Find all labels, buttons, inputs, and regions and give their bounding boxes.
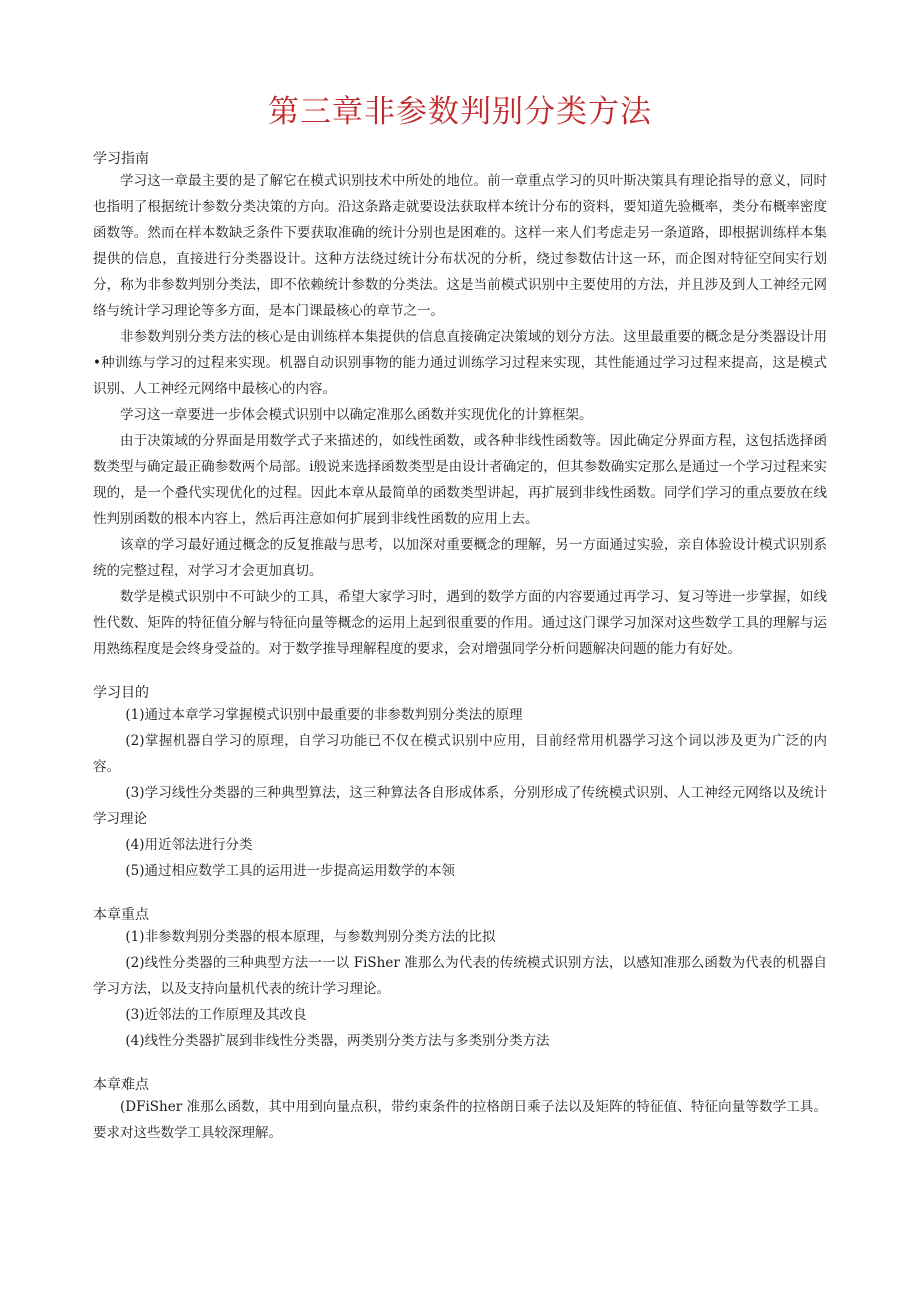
list-item: (5)通过相应数学工具的运用进一步提高运用数学的本领 [125,863,456,879]
paragraph: 学习这一章最主要的是了解它在模式识别技术中所处的地位。前一章重点学习的贝叶斯决策具有理论指导的意义，同时也指明了根据统计参数分类决策的方向。沿这条路走就要设法获取样本统计分布的资料，要知道先验概率，类分布概率密度函数等。然而在样本数缺乏条件下要获取准确的统计分别也是困难的。这样一来人们考虑走另一条道路，即根据训练样本集提供的信息，直接进行分类器设计。这种方法绕过统计分布状况的分析，绕过参数估计这一环，而企图对特征空间实行划分，称为非参数判别分类法，即不依赖统计参数的分类法。这是当前模式识别中主要使用的方法，并且涉及到人工神经元网络与统计学习理论等多方面，是本门课最核心的章节之一。 [93,173,827,319]
list-item: (1)非参数判别分类器的根本原理，与参数判别分类方法的比拟 [125,929,496,945]
paragraph: 非参数判别分类方法的核心是由训练样本集提供的信息直接确定决策域的划分方法。这里最重要的概念是分类器设计用•种训练与学习的过程来实现。机器自动识别事物的能力通过训练学习过程来实现，其性能通过学习过程来提高，这是模式识别、人工神经元网络中最核心的内容。 [93,329,827,397]
section-study-guide [93,150,827,662]
section-heading: 本章难点 [93,1077,149,1093]
list-item: (3)近邻法的工作原理及其改良 [125,1007,307,1023]
list-item: (4)用近邻法进行分类 [125,837,253,853]
paragraph: 数学是模式识别中不可缺少的工具，希望大家学习时，遇到的数学方面的内容要通过再学习、复习等进一步掌握，如线性代数、矩阵的特征值分解与特征向量等概念的运用上起到很重要的作用。通过这门课学习加深对这些数学工具的理解与运用熟练程度是会终身受益的。对于数学推导理解程度的要求，会对增强同学分析问题解决问题的能力有好处。 [93,589,827,657]
list-item: (3)学习线性分类器的三种典型算法，这三种算法各自形成体系，分别形成了传统模式识别、人工神经元网络以及统计学习理论 [93,785,827,827]
list-item: (2)线性分类器的三种典型方法一一以 FiSher 准那么为代表的传统模式识别方法，以感知准那么函数为代表的机器自学习方法，以及支持向量机代表的统计学习理论。 [93,955,827,997]
paragraph: 学习这一章要进一步体会模式识别中以确定准那么函数并实现优化的计算框架。 [120,407,593,423]
section-heading: 学习目的 [93,685,149,701]
section-difficulties [93,1076,827,1146]
list-item: (4)线性分类器扩展到非线性分类器，两类别分类方法与多类别分类方法 [125,1033,550,1049]
section-heading: 学习指南 [93,151,149,167]
page-title: 第三章非参数判别分类方法 [268,94,652,130]
section-heading: 本章重点 [93,907,149,923]
paragraph: (DFiSher 准那么函数，其中用到向量点积，带约束条件的拉格朗日乘子法以及矩阵的特征值、特征向量等数学工具。要求对这些数学工具较深理解。 [93,1099,827,1141]
list-item: (1)通过本章学习掌握模式识别中最重要的非参数判别分类法的原理 [125,707,523,723]
paragraph: 该章的学习最好通过概念的反复推敲与思考，以加深对重要概念的理解，另一方面通过实验，亲自体验设计模式识别系统的完整过程，对学习才会更加真切。 [93,537,827,579]
section-key-points [93,906,827,1054]
document-page [93,92,827,1146]
paragraph: 由于决策域的分界面是用数学式子来描述的，如线性函数，或各种非线性函数等。因此确定分界面方程，这包括选择函数类型与确定最正确参数两个局部。i般说来选择函数类型是由设计者确定的，但其参数确实定那么是通过一个学习过程来实现的，是一个叠代实现优化的过程。因此本章从最简单的函数类型讲起，再扩展到非线性函数。同学们学习的重点要放在线性判别函数的根本内容上，然后再注意如何扩展到非线性函数的应用上去。 [93,433,827,527]
section-learning-goals [93,684,827,884]
list-item: (2)掌握机器自学习的原理，自学习功能已不仅在模式识别中应用，目前经常用机器学习这个词以涉及更为广泛的内容。 [93,733,827,775]
